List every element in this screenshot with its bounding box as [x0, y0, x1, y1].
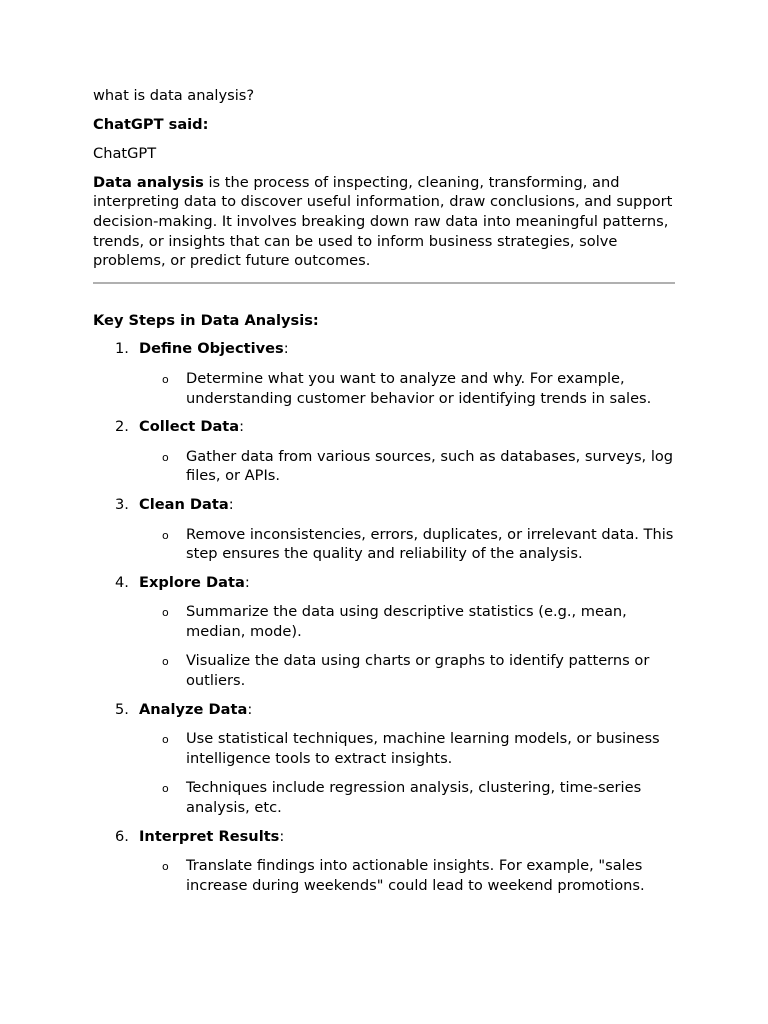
- step-number: 2.: [115, 418, 129, 436]
- step-title-suffix: :: [228, 495, 234, 513]
- step-title: Analyze Data: [139, 700, 248, 718]
- sub-item-text: Techniques include regression analysis, clustering, time-series analysis, etc.: [186, 779, 642, 817]
- sub-item-text: Visualize the data using charts or graphs to identify patterns or outliers.: [186, 652, 650, 690]
- sub-item: [139, 369, 678, 408]
- step-title: Interpret Results: [139, 827, 280, 845]
- step-item: [93, 827, 678, 896]
- sub-item-text: Translate findings into actionable insights. For example, "sales increase during weekends" could lead to weekend promotions.: [186, 857, 645, 894]
- bullet-icon: o: [162, 655, 169, 669]
- section-divider: [93, 282, 675, 284]
- sub-list: [139, 525, 678, 564]
- user-question: what is data analysis?: [93, 87, 255, 104]
- sub-list: [139, 447, 678, 486]
- sub-item-text: Use statistical techniques, machine learning models, or business intelligence tools to extract insights.: [186, 730, 660, 767]
- sub-item-text: Summarize the data using descriptive statistics (e.g., mean, median, mode).: [186, 603, 627, 640]
- step-item: [93, 339, 678, 408]
- step-title-suffix: :: [239, 418, 245, 436]
- document-content: [93, 86, 678, 904]
- sub-list: [139, 369, 678, 408]
- bullet-icon: o: [162, 606, 169, 620]
- step-number: 3.: [115, 495, 129, 513]
- bullet-icon: o: [162, 528, 169, 542]
- sub-item: [139, 602, 678, 641]
- assistant-name: ChatGPT: [93, 145, 157, 163]
- bullet-icon: o: [162, 782, 169, 796]
- sub-item: [139, 856, 678, 895]
- step-title: Define Objectives: [139, 340, 284, 358]
- sub-item: [139, 525, 678, 564]
- steps-list: [93, 339, 678, 895]
- intro-paragraph: [93, 173, 678, 271]
- sub-item: [139, 651, 678, 690]
- sub-item: [139, 447, 678, 486]
- step-item: [93, 495, 678, 564]
- step-title-suffix: :: [244, 573, 250, 591]
- section-heading: Key Steps in Data Analysis:: [93, 311, 319, 329]
- step-number: 6.: [115, 827, 129, 845]
- bullet-icon: o: [162, 372, 169, 386]
- sub-item-text: Gather data from various sources, such as databases, surveys, log files, or APIs.: [186, 447, 674, 485]
- intro-text: is the process of inspecting, cleaning, transforming, and interpreting data to discover useful information, draw conclusions, and support decision-making. It involves breaking down raw data into meaningful patterns, trends, or insights that can be used to inform business strategies, solve problems, or predict future outcomes.: [93, 173, 673, 270]
- bullet-icon: o: [162, 860, 169, 874]
- step-item: [93, 417, 678, 486]
- step-title: Clean Data: [139, 495, 229, 513]
- step-title-suffix: :: [283, 340, 289, 358]
- step-title-suffix: :: [247, 700, 253, 718]
- speaker-label: ChatGPT said:: [93, 115, 209, 133]
- sub-item: [139, 729, 678, 768]
- step-number: 1.: [115, 340, 129, 358]
- sub-item-text: Remove inconsistencies, errors, duplicates, or irrelevant data. This step ensures the quality and reliability of the analysis.: [186, 525, 674, 563]
- step-item: [93, 700, 678, 818]
- step-title-suffix: :: [279, 827, 285, 845]
- step-title: Explore Data: [139, 573, 245, 591]
- intro-term: Data analysis: [93, 173, 204, 191]
- bullet-icon: o: [162, 450, 169, 464]
- step-number: 4.: [115, 573, 129, 591]
- sub-item-text: Determine what you want to analyze and why. For example, understanding customer behavior or identifying trends in sales.: [186, 369, 652, 407]
- bullet-icon: o: [162, 733, 169, 747]
- sub-list: [139, 729, 678, 817]
- step-item: [93, 573, 678, 691]
- sub-list: [139, 856, 678, 895]
- sub-item: [139, 778, 678, 817]
- step-title: Collect Data: [139, 418, 240, 436]
- sub-list: [139, 602, 678, 690]
- step-number: 5.: [115, 700, 129, 718]
